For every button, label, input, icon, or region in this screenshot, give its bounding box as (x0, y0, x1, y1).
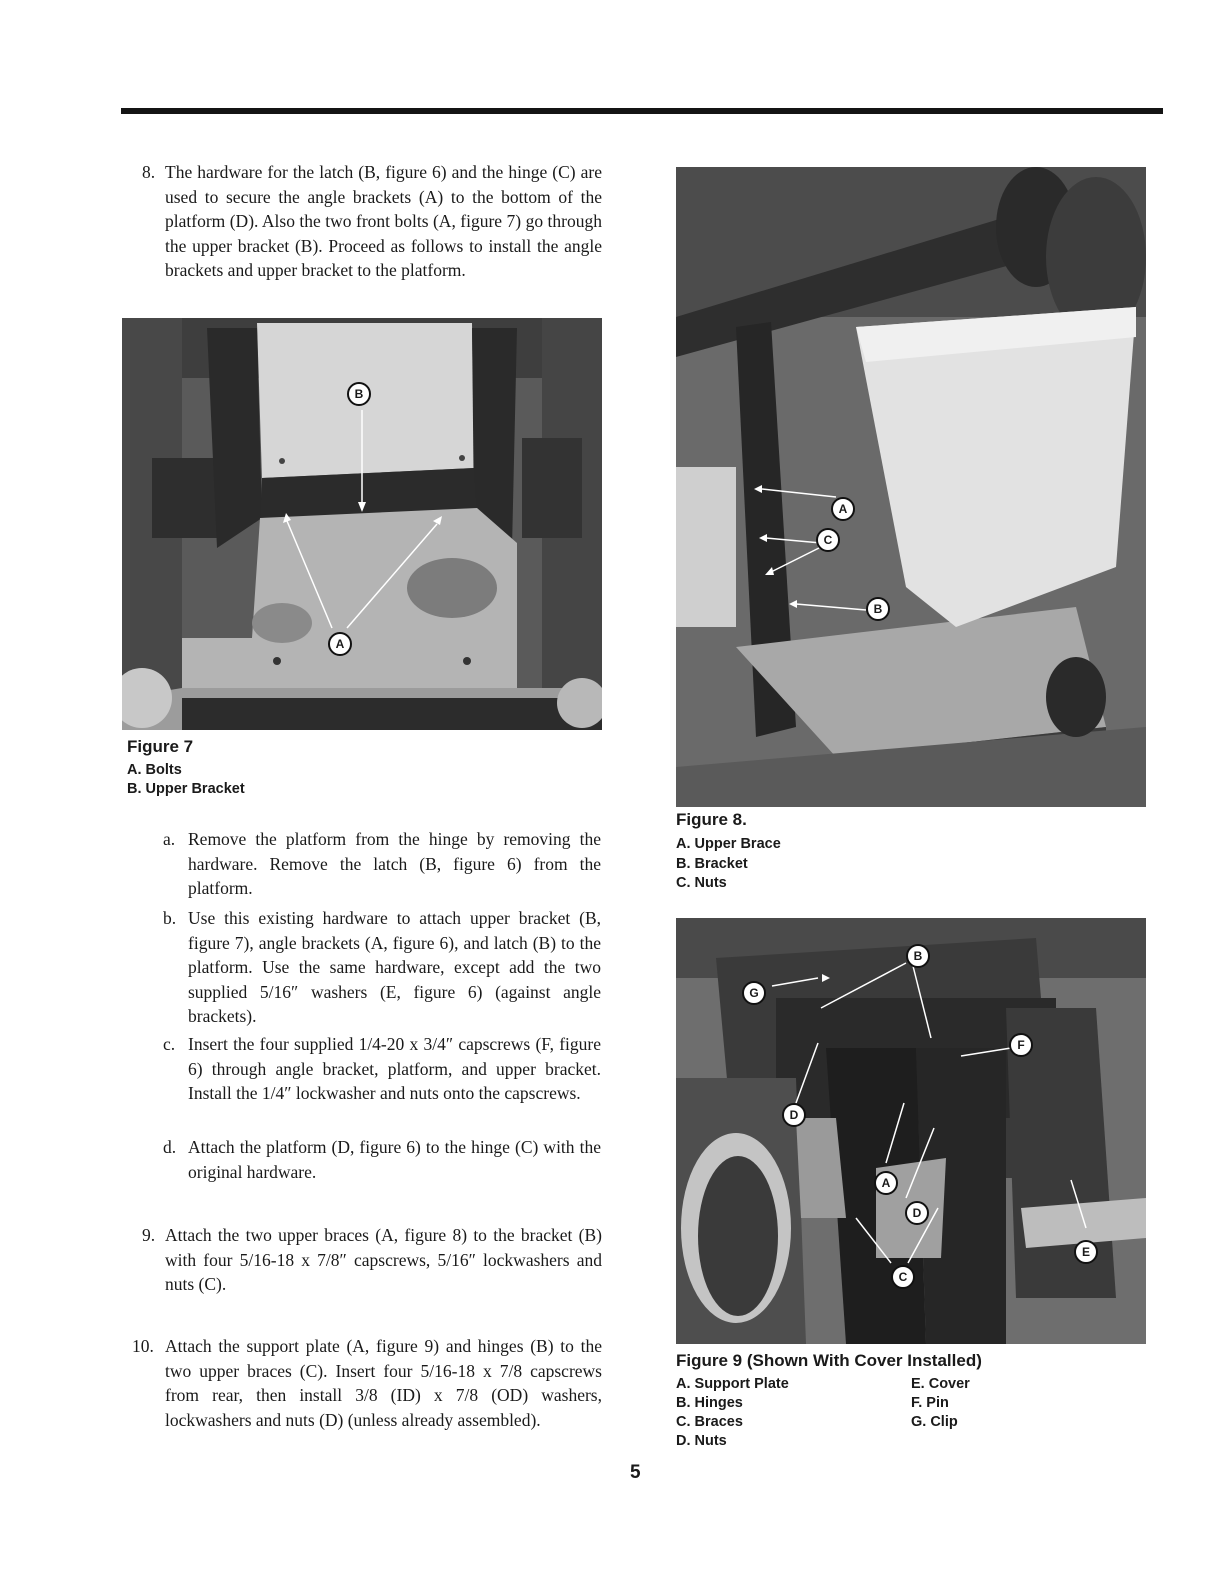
top-rule (121, 108, 1163, 114)
figure-8-callout-b: B (866, 597, 890, 621)
figure-7-photo (122, 318, 602, 730)
substep-a-letter: a. (163, 829, 176, 849)
substep-c-text: Insert the four supplied 1/4-20 x 3/4″ capscrews (F, figure 6) through angle bracket, platform, and upper bracket. Install the 1/4″ lockwasher and nuts onto the capscrews. (188, 1034, 601, 1103)
figure-7-callout-b: B (347, 382, 371, 406)
figure-9-item-b: B. Hinges (676, 1395, 743, 1411)
figure-9-callout-g: G (742, 981, 766, 1005)
step-9-text: Attach the two upper braces (A, figure 8) to the bracket (B) with four 5/16-18 x 7/8″ capscrews, 5/16″ lockwashers and nuts (C). (165, 1225, 602, 1294)
figure-8-photo (676, 167, 1146, 807)
figure-8-item-a: A. Upper Brace (676, 836, 781, 852)
figure-9-callout-c: C (891, 1265, 915, 1289)
step-10-text: Attach the support plate (A, figure 9) and hinges (B) to the two upper braces (C). Insert four 5/16-18 x 7/8 capscrews from rear, then install 3/8 (ID) x 7/8 (OD) washers, lockwashers and nuts (D) (unless already assembled). (165, 1336, 602, 1430)
step-9-number: 9. (142, 1225, 156, 1245)
figure-8-callout-a: A (831, 497, 855, 521)
figure-8-callout-c: C (816, 528, 840, 552)
figure-9-callout-e: E (1074, 1240, 1098, 1264)
figure-9-item-a: A. Support Plate (676, 1376, 789, 1392)
figure-9-item-c: C. Braces (676, 1414, 743, 1430)
substep-b-letter: b. (163, 908, 177, 928)
figure-8-title: Figure 8. (676, 810, 747, 829)
figure-9-callout-f: F (1009, 1033, 1033, 1057)
step-10-number: 10. (132, 1336, 154, 1356)
figure-9-photo (676, 918, 1146, 1344)
figure-9-item-g: G. Clip (911, 1414, 958, 1430)
figure-8-item-b: B. Bracket (676, 856, 748, 872)
figure-7-item-a: A. Bolts (127, 762, 182, 778)
figure-9-item-e: E. Cover (911, 1376, 970, 1392)
substep-b-text: Use this existing hardware to attach upper bracket (B, figure 7), angle brackets (A, figure 6), and latch (B) to the platform. Use the same hardware, except add the two supplied 5/16″ washers (E, figure 6) (against angle brackets). (188, 908, 601, 1026)
step-8-number: 8. (142, 162, 156, 182)
substep-a-text: Remove the platform from the hinge by removing the hardware. Remove the latch (B, figure 6) from the platform. (188, 829, 601, 898)
figure-7-title: Figure 7 (127, 737, 194, 756)
figure-9-callout-a: A (874, 1171, 898, 1195)
figure-8-item-c: C. Nuts (676, 875, 727, 891)
substep-d-letter: d. (163, 1137, 177, 1157)
figure-9-callout-d-lower: D (905, 1201, 929, 1225)
substep-d-text: Attach the platform (D, figure 6) to the hinge (C) with the original hardware. (188, 1137, 601, 1182)
substep-c-letter: c. (163, 1034, 176, 1054)
figure-9-title: Figure 9 (Shown With Cover Installed) (676, 1351, 982, 1370)
figure-9-callout-d-upper: D (782, 1103, 806, 1127)
page-number: 5 (630, 1462, 641, 1483)
figure-9-callout-b: B (906, 944, 930, 968)
figure-9-item-d: D. Nuts (676, 1433, 727, 1449)
figure-9-item-f: F. Pin (911, 1395, 949, 1411)
figure-7-callout-a: A (328, 632, 352, 656)
step-8-text: The hardware for the latch (B, figure 6) and the hinge (C) are used to secure the angle brackets (A) to the bottom of the platform (D). Also the two front bolts (A, figure 7) go through the upper bracket (B). Proceed as follows to install the angle brackets and upper bracket to the platform. (165, 162, 602, 280)
figure-7-item-b: B. Upper Bracket (127, 781, 245, 797)
